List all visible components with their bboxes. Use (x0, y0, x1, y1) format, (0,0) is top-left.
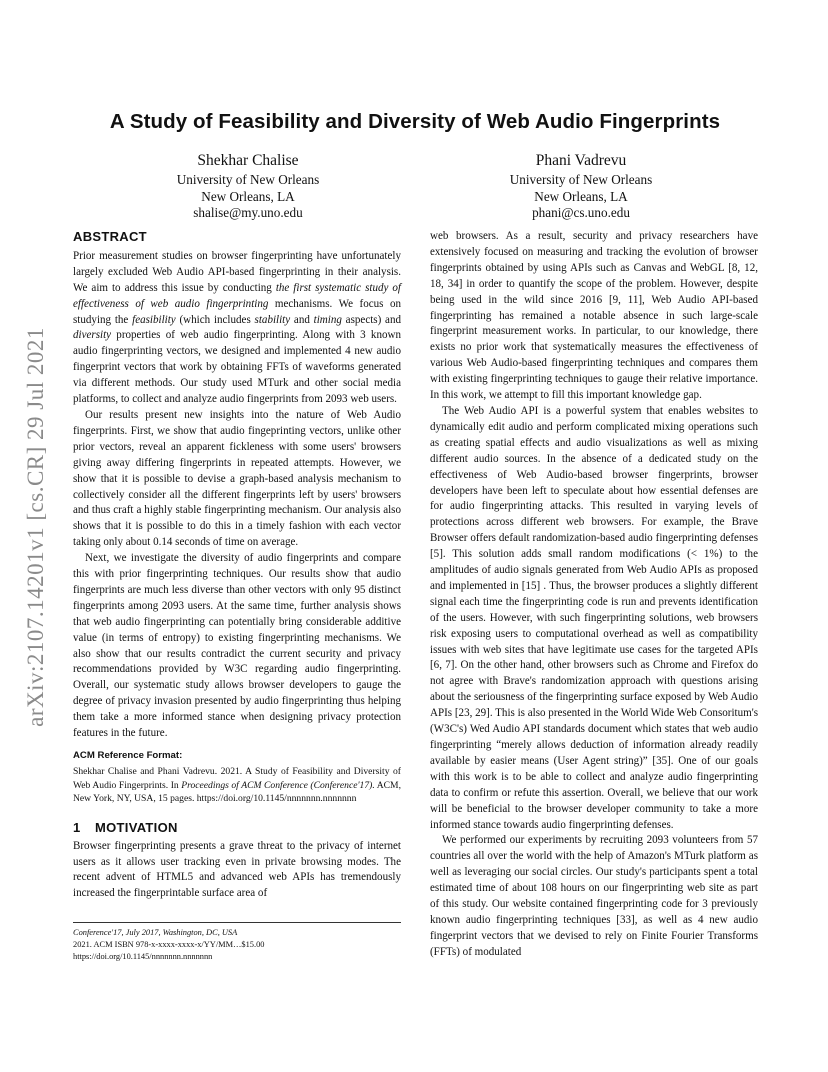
section-number: 1 (73, 819, 81, 835)
section-heading (73, 820, 401, 836)
acm-reference-proceedings: Proceedings of ACM Conference (Conference'17). (181, 779, 375, 791)
abstract-emphasis: the first systematic study of effectiveness of web audio fingerprinting (73, 281, 402, 310)
author-name: Phani Vadrevu (535, 152, 627, 169)
author-email: shalise@my.uno.edu (193, 205, 303, 220)
author-affiliation: University of New Orleans (509, 172, 653, 187)
copyright-footnote (73, 922, 401, 963)
left-column (73, 229, 401, 902)
author-location: New Orleans, LA (534, 188, 628, 204)
abstract-emphasis: stability (254, 313, 291, 326)
arxiv-stamp (22, 292, 50, 762)
abstract-text: mechanisms. We focus on studying the (73, 297, 402, 326)
abstract-text: and (290, 313, 314, 326)
abstract-paragraph-1 (73, 249, 401, 408)
abstract-text: properties of web audio fingerprinting. Along with 3 known audio fingerprinting vectors, we designed and implemented 4 new audio fingerprint vectors that work by obtaining FFTs of waveforms generated via different methods. Our study used MTurk and other social media platforms, to collect and analyze audio fingerprints from 2093 web users. (73, 329, 401, 406)
abstract-paragraph-2: Our results present new insights into the nature of Web Audio fingerprints. First, we show that audio fingeprinting vectors, unlike other prior vectors, reveal an apparent fickleness with some users' browsers giving away differing fingerprints in repeated attempts. However, we show that it is possible to devise a graph-based analysis mechanism to collectively consider all the different fingerprints left by users' browsers and thus craft a highly stable fingerprinting mechanism. Our analysis also shows that it is possible to do this in a timely fashion with each vector taking only about 0.14 seconds of time on average. (73, 408, 401, 549)
abstract-paragraph-3: Next, we investigate the diversity of audio fingerprints and compare this with prior fingerprinting techniques. Our results show that audio fingerprints are much less diverse than other vectors with only 95 distinct fingerprints among 2093 users. At the same time, further analysis shows that web audio fingerprinting can potentially bring considerable additive value (in terms of entropy) to existing fingerprinting mechanisms. We also show that our results contradict the current security and privacy recommendations provided by W3C regarding audio fingerprinting. Overall, our systematic study allows browser developers to gauge the degree of privacy invasion presented by audio fingerprinting thus helping them take a more informed stance when designing privacy protection features in the future. (73, 552, 401, 740)
abstract-emphasis: timing (313, 313, 342, 326)
abstract-emphasis: diversity (73, 329, 112, 342)
abstract-heading: ABSTRACT (73, 229, 147, 244)
motivation-paragraph-1: Browser fingerprinting presents a grave threat to the privacy of internet users as it allows user tracking even in private browsing modes. The recent advent of HTML5 and advanced web APIs has tremendously increased the fingerprintable surface area of (73, 839, 401, 900)
abstract-text: Prior measurement studies on browser fingerprinting have unfortunately largely excluded Web Audio API-based fingerprinting in their analysis. We aim to address this issue by conducting (73, 249, 401, 294)
author-email: phani@cs.uno.edu (532, 205, 630, 220)
abstract-text: aspects) and (341, 313, 401, 326)
abstract-emphasis: feasibility (132, 313, 176, 326)
paper-title: A Study of Feasibility and Diversity of Web Audio Fingerprints (109, 110, 721, 133)
section-title: MOTIVATION (95, 819, 178, 835)
acm-reference-part: ACM, New York, NY, USA, 15 pages. https://doi.org/10.1145/nnnnnnn.nnnnnnn (73, 779, 401, 805)
motivation-paragraph-1-cont: web browsers. As a result, security and privacy researchers have extensively focused on measuring and tracking the evolution of browser fingerprints obtained by using APIs such as Canvas and WebGL [8, 12, 18, 34] in order to quantify the scope of the problem. However, despite being used in the wild since 2016 [9, 11], Web Audio API-based fingerprinting has remained a notable absence in such large-scale fingerprint measurement works. In particular, to our knowledge, there exists no prior work that systematically measures the effectiveness of various Web Audio-based fingerprinting techniques and compares them with existing fingerprinting techniques to gauge their relative importance. In this work, we attempt to fill this important knowledge gap. (430, 230, 758, 402)
arxiv-stamp-text: arXiv:2107.14201v1 [cs.CR] 29 Jul 2021 (23, 327, 48, 727)
author-block-1 (118, 150, 378, 222)
right-column (430, 229, 758, 961)
motivation-paragraph-2: The Web Audio API is a powerful system that enables websites to dynamically edit audio and perform complicated mixing operations such as creating spatial effects and audio visualizations as well as mixing different audio sources. In the absence of a dedicated study on the effectiveness of Web Audio-based browser fingerprints, browser developers have been left to speculate about how essential defenses are for audio fingerprinting attacks. This resulted in varying levels of protections across different web browsers. For example, the Brave Browser offers default randomization-based audio fingerprinting defenses [5]. This solution adds small random modifications (< 1%) to the amplitudes of audio signals generated from Web Audio APIs as proposed and implemented in [15] . Thus, the browser produces a slightly different signal each time the fingerprinting code is run and prevents identification of the users. However, with such fingerprinting solutions, web browsers risk exposing users to computational overhead as well as compatibility issues with web sites that have legitimate use cases for the targeted APIs [6, 7]. On the other hand, other browsers such as Chrome and Firefox do not agree with Brave's randomization approach with questions arising about the seriousness of the fingerprinting surface exposed by Web Audio APIs [23, 29]. This is also presented in the World Wide Web Consoritum's (W3C's) Wed Audio API standards document which states that web audio fingerprinting “merely allows deduction of information already readily available by easier means (User Agent string)” [35]. One of our goals with this work is to be able to collect and analyze audio fingerprinting data to confirm or refute this assertion. Overall, we believe that our work will be beneficial to the browser developer community to take a more informed stance towards audio fingerprinting defenses. (430, 404, 758, 831)
author-affiliation: University of New Orleans (176, 172, 320, 187)
author-name: Shekhar Chalise (197, 152, 299, 169)
footnote-isbn: 2021. ACM ISBN 978-x-xxxx-xxxx-x/YY/MM…$15.00 (73, 940, 265, 949)
abstract-text: (which includes (175, 313, 255, 326)
footnote-doi: https://doi.org/10.1145/nnnnnnn.nnnnnnn (73, 952, 213, 961)
author-location: New Orleans, LA (201, 188, 295, 204)
acm-reference-text (73, 765, 401, 806)
author-block-2 (451, 150, 711, 222)
footnote-venue: Conference'17, July 2017, Washington, DC, USA (73, 928, 238, 937)
acm-reference-part: Shekhar Chalise and Phani Vadrevu. 2021. A Study of Feasibility and Diversity of Web Audio Fingerprints. In (73, 765, 401, 791)
motivation-paragraph-3: We performed our experiments by recruiting 2093 volunteers from 57 countries all over the world with the help of Amazon's MTurk platform as well as leveraging our social circles. Our study's participants spent a total estimated time of about 108 hours on our fingerprinting web site as part of this study. Our website contained fingerprinting code for 3 previously known audio fingerprinting techniques [33], as well as 4 new audio fingerprint vectors that we devised to rely on Finite Fourier Transforms (FFTs) of modulated (430, 834, 758, 958)
acm-reference-heading: ACM Reference Format: (73, 750, 183, 761)
